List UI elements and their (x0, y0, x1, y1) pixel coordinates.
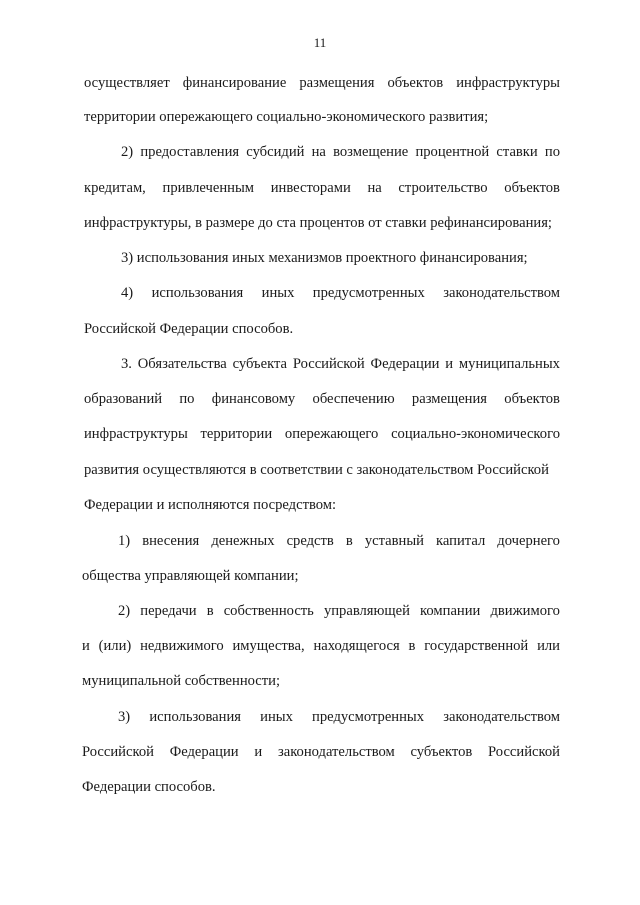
word: движимого (490, 603, 560, 619)
word: осуществляет (84, 75, 170, 91)
word: Российской (488, 744, 560, 760)
word: в (206, 603, 214, 619)
word: инфраструктуры (84, 426, 188, 442)
word: законодательством (443, 709, 560, 725)
word: объектов (504, 391, 560, 407)
word: находящегося (313, 638, 400, 654)
word: финансирование (182, 75, 287, 91)
word: возмещение (333, 144, 409, 160)
text-line: муниципальной собственности; (82, 673, 281, 689)
word: субсидий (246, 144, 305, 160)
word: в (345, 533, 353, 549)
word: территории (200, 426, 273, 442)
word: образований (84, 391, 163, 407)
word: иных (261, 285, 295, 301)
text-line: Федерации и исполняются посредством: (84, 497, 337, 513)
word: государственной (424, 638, 529, 654)
text-line (82, 637, 560, 655)
word: 3. (121, 356, 132, 372)
text-line (118, 708, 560, 726)
word: и (254, 744, 263, 760)
text-line (82, 743, 560, 761)
word: обеспечению (312, 391, 395, 407)
word: финансовому (211, 391, 296, 407)
text-line: Федерации способов. (82, 779, 216, 795)
word: в (408, 638, 416, 654)
word: Российской (292, 356, 365, 372)
word: Федерации (370, 356, 440, 372)
word: дочернего (497, 533, 560, 549)
word: предусмотренных (312, 285, 425, 301)
word: инфраструктуры (456, 75, 560, 91)
page-number: 11 (313, 35, 327, 50)
word: муниципальных (458, 356, 560, 372)
text-line: развития осуществляются в соответствии с законодательством Российской (84, 462, 549, 478)
word: социально-экономического (391, 426, 560, 442)
text-line (118, 532, 560, 550)
word: законодательством (277, 744, 395, 760)
word: 3) (118, 709, 131, 725)
word: использования (149, 709, 241, 725)
word: субъектов (410, 744, 473, 760)
word: компании (420, 603, 481, 619)
text-line (121, 143, 560, 161)
word: управляющей (323, 603, 410, 619)
word: кредитам, (84, 180, 146, 196)
word: 2) (121, 144, 134, 160)
word: недвижимого (140, 638, 224, 654)
word: опережающего (284, 426, 379, 442)
text-line: инфраструктуры, в размере до ста процентов от ставки рефинансирования; (84, 215, 552, 231)
word: или (537, 638, 560, 654)
word: строительство (398, 180, 488, 196)
word: размещения (299, 75, 375, 91)
word: на (311, 144, 326, 160)
word: ставки (496, 144, 538, 160)
text-line (84, 74, 560, 92)
word: капитал (436, 533, 486, 549)
word: инвесторами (270, 180, 351, 196)
word: Федерации (169, 744, 239, 760)
word: (или) (98, 638, 132, 654)
word: по (544, 144, 560, 160)
text-line (118, 602, 560, 620)
word: размещения (411, 391, 488, 407)
word: 4) (121, 285, 134, 301)
word: объектов (387, 75, 444, 91)
word: 2) (118, 603, 131, 619)
word: собственность (223, 603, 314, 619)
word: и (82, 638, 90, 654)
word: уставный (364, 533, 424, 549)
word: процентной (415, 144, 490, 160)
word: денежных (211, 533, 275, 549)
text-line: Российской Федерации способов. (84, 321, 294, 337)
word: законодательством (443, 285, 560, 301)
word: и (445, 356, 454, 372)
word: 1) (118, 533, 131, 549)
text-line (84, 179, 560, 197)
word: предоставления (140, 144, 240, 160)
word: по (179, 391, 195, 407)
word: внесения (142, 533, 200, 549)
word: передачи (140, 603, 197, 619)
word: привлеченным (162, 180, 255, 196)
word: использования (151, 285, 244, 301)
text-line (84, 390, 560, 408)
text-line: территории опережающего социально-экономического развития; (84, 109, 489, 125)
text-line (121, 284, 560, 302)
text-line: 3) использования иных механизмов проектного финансирования; (121, 250, 528, 266)
word: Российской (82, 744, 154, 760)
word: Обязательства (137, 356, 227, 372)
word: объектов (504, 180, 560, 196)
word: предусмотренных (312, 709, 425, 725)
word: средств (286, 533, 334, 549)
text-line: общества управляющей компании; (82, 568, 299, 584)
word: на (367, 180, 382, 196)
text-line (121, 355, 560, 373)
word: субъекта (232, 356, 287, 372)
word: иных (260, 709, 293, 725)
word: имущества, (232, 638, 305, 654)
text-line (84, 425, 560, 443)
